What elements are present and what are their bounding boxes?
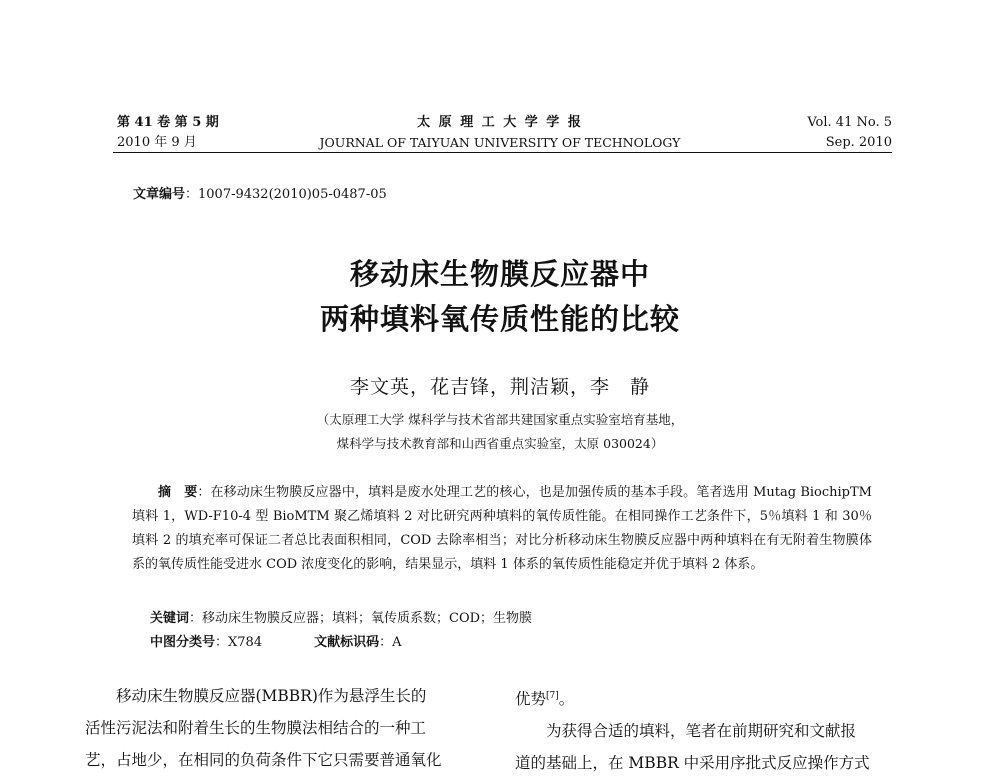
body-right-line-1-end: 。 — [558, 690, 575, 709]
title-line-2: 两种填料氧传质性能的比较 — [319, 302, 680, 336]
body-right-line-3: 道的基础上，在 MBBR 中采用序批式反应操作方式 — [515, 754, 870, 773]
affiliation-line-2: 煤科学与技术教育部和山西省重点实验室，太原 030024） — [336, 436, 664, 451]
keywords-label: 关键词 — [150, 611, 190, 626]
abstract — [132, 481, 872, 577]
body-right-line-1 — [515, 680, 917, 715]
body-right-line-1-text: 优势 — [515, 690, 547, 709]
body-left-line-2: 活性污泥法和附着生长的生物膜法相结合的一种工 — [85, 719, 427, 737]
keywords — [150, 610, 850, 628]
keywords-value: ：移动床生物膜反应器；填料；氧传质系数；COD；生物膜 — [189, 611, 533, 626]
header-volume-en: Vol. 41 No. 5 — [807, 115, 892, 130]
abstract-label: 摘 要 — [158, 485, 198, 500]
body-left-column — [85, 680, 487, 776]
header-rule — [113, 152, 892, 153]
body-right-column — [515, 680, 917, 779]
citation-7: [7] — [546, 691, 559, 701]
article-id-value: ：1007-9432(2010)05-0487-05 — [185, 187, 387, 202]
affiliation-line-1: （太原理工大学 煤科学与技术省部共建国家重点实验室培育基地， — [316, 412, 684, 427]
header-date-cn: 2010 年 9 月 — [117, 135, 197, 150]
body-left-line-1: 移动床生物膜反应器(MBBR)作为悬浮生长的 — [85, 687, 427, 705]
article-id-label: 文章编号 — [133, 187, 186, 202]
body-left-line-3: 艺，占地少，在相同的负荷条件下它只需要普通氧化 — [85, 751, 442, 769]
article-id — [133, 183, 387, 202]
authors: 李文英，花吉锋，荆洁颖，李 静 — [349, 376, 650, 398]
header-volume-issue-cn: 第 41 卷 第 5 期 — [117, 115, 219, 130]
classification — [150, 634, 850, 652]
title-line-1: 移动床生物膜反应器中 — [349, 257, 650, 291]
doc-code-value: ：A — [379, 635, 402, 650]
abstract-text: ：在移动床生物膜反应器中，填料是废水处理工艺的核心，也是加强传质的基本手段。笔者选用 Mutag BiochipTM 填料 1，WD-F10-4 型 BioMTM 聚乙烯填料 2 对比研究两种填料的氧传质性能。在相同操作工艺条件下，5％填料 1 和 30％填料 2 的填充率可保证二者总比表面积相同，COD 去除率相当；对比分析移动床生物膜反应器中两种填料在有无附着生物膜体系的氧传质性能受进水 COD 浓度变化的影响，结果显示，填料 1 体系的氧传质性能稳定并优于填料 2 体系。 — [132, 485, 872, 572]
classification-label: 中图分类号 — [150, 635, 216, 650]
classification-value: ：X784 — [215, 635, 263, 650]
doc-code-label: 文献标识码 — [314, 635, 380, 650]
header-date-en: Sep. 2010 — [825, 135, 892, 150]
header-journal-en: JOURNAL OF TAIYUAN UNIVERSITY OF TECHNOLOGY — [319, 135, 681, 150]
header-journal-cn: 太 原 理 工 大 学 学 报 — [417, 115, 583, 130]
body-right-line-2: 为获得合适的填料，笔者在前期研究和文献报 — [515, 722, 857, 741]
